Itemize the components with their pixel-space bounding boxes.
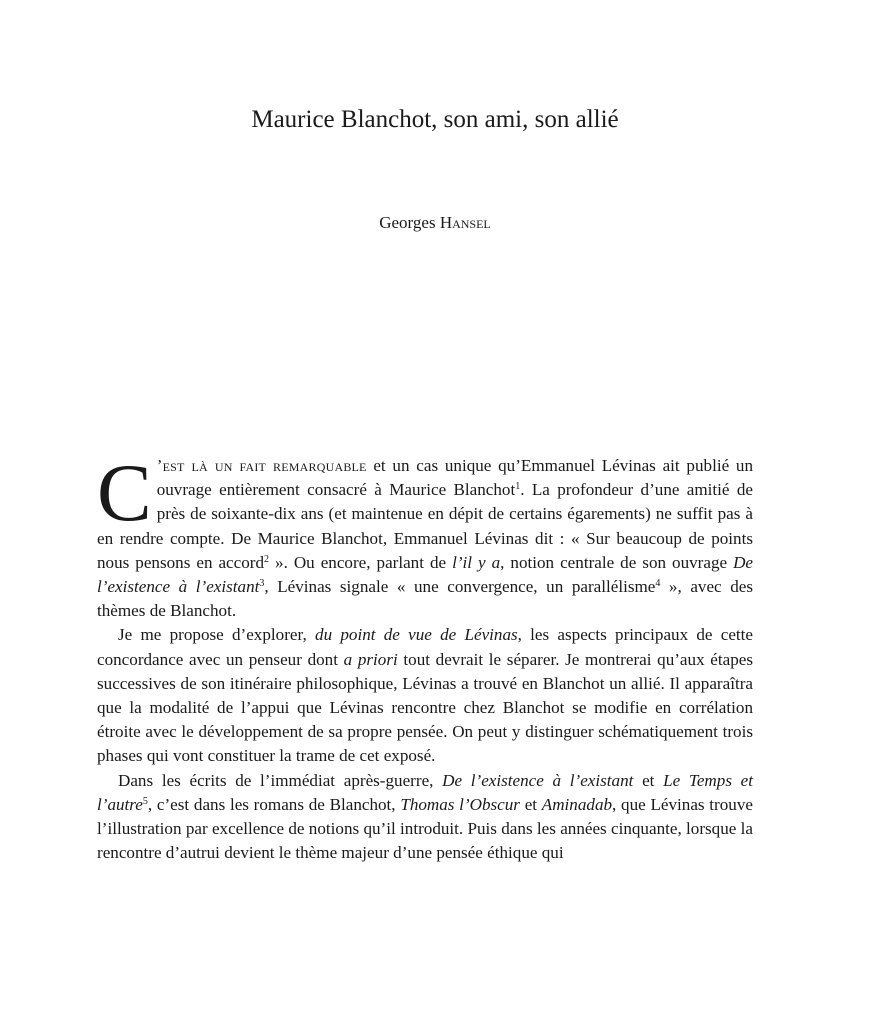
footnote-ref-3[interactable]: 3	[259, 578, 265, 590]
text-span: , c’est dans les romans de Blanchot,	[147, 794, 401, 814]
lead-in-small-caps: ’est là un fait remarquable	[156, 456, 367, 475]
text-span: , notion centrale de son ouvrage	[500, 552, 734, 572]
footnote-ref-1[interactable]: 1	[515, 481, 521, 493]
text-span: , que Lévinas trouve l’illustration par excellence de notions qu’il introduit. Puis dans les années cinquante, lorsque la rencontre d’autrui devient le thème majeur d’une pensée éthique qui	[97, 794, 753, 863]
text-span: et un cas unique qu’Emmanuel Lévinas ait publié un ouvrage entièrement consacré à Maurice Blanchot	[156, 456, 754, 500]
author-name	[0, 210, 870, 236]
text-span: ». Ou encore, parlant de	[269, 552, 453, 572]
italic-phrase: du point de vue de Lévinas	[315, 625, 518, 645]
text-span: Dans les écrits de l’immédiat après-guerre,	[118, 770, 443, 790]
text-span: Je me propose d’explorer,	[118, 625, 316, 645]
author-last-name: Hansel	[439, 213, 491, 232]
footnote-ref-2[interactable]: 2	[264, 553, 270, 565]
article-title: Maurice Blanchot, son ami, son allié	[251, 106, 619, 133]
text-span: tout devrait le séparer. Je montrerai qu’aux étapes successives de son itinéraire philosophique, Lévinas a trouvé en Blanchot un allié. Il apparaîtra que la modalité de l’appui que Lévinas rencontre chez Blanchot se modifie en corrélation étroite avec le développement de sa propre pensée. On peut y distinguer schématiquement trois phases qui vont constituer la trame de cet exposé.	[97, 649, 753, 766]
text-span: , les aspects principaux de cette concordance avec un penseur dont	[97, 625, 754, 669]
book-title: Aminadab	[541, 794, 613, 814]
book-title: De l’existence à l’existant	[442, 770, 634, 790]
text-span: , Lévinas signale « une convergence, un parallélisme	[264, 577, 656, 597]
footnote-ref-5[interactable]: 5	[142, 795, 148, 807]
paragraph-1	[97, 447, 754, 623]
author-first-name: Georges	[379, 213, 436, 232]
italic-term: l’il y a	[452, 552, 501, 572]
footnote-ref-4[interactable]: 4	[655, 578, 661, 590]
article-body	[97, 447, 754, 865]
text-span: », avec des thèmes de Blanchot.	[97, 577, 753, 621]
text-span: et	[519, 794, 542, 814]
book-title: Le Temps et l’autre	[97, 770, 753, 814]
drop-cap: C	[97, 447, 152, 538]
text-span: et	[633, 770, 664, 790]
paragraph-3	[97, 769, 753, 866]
paragraph-2	[97, 623, 753, 768]
text-span: . La profondeur d’une amitié de près de soixante-dix ans (et maintenue en dépit de certains égarements) ne suffit pas à en rendre compte. De Maurice Blanchot, Emmanuel Lévinas dit : « Sur beaucoup de points nous pensons en accord	[97, 480, 754, 572]
book-title: Thomas l’Obscur	[400, 794, 520, 814]
italic-phrase: a priori	[343, 649, 398, 669]
book-title: De l’existence à l’existant	[97, 552, 754, 597]
